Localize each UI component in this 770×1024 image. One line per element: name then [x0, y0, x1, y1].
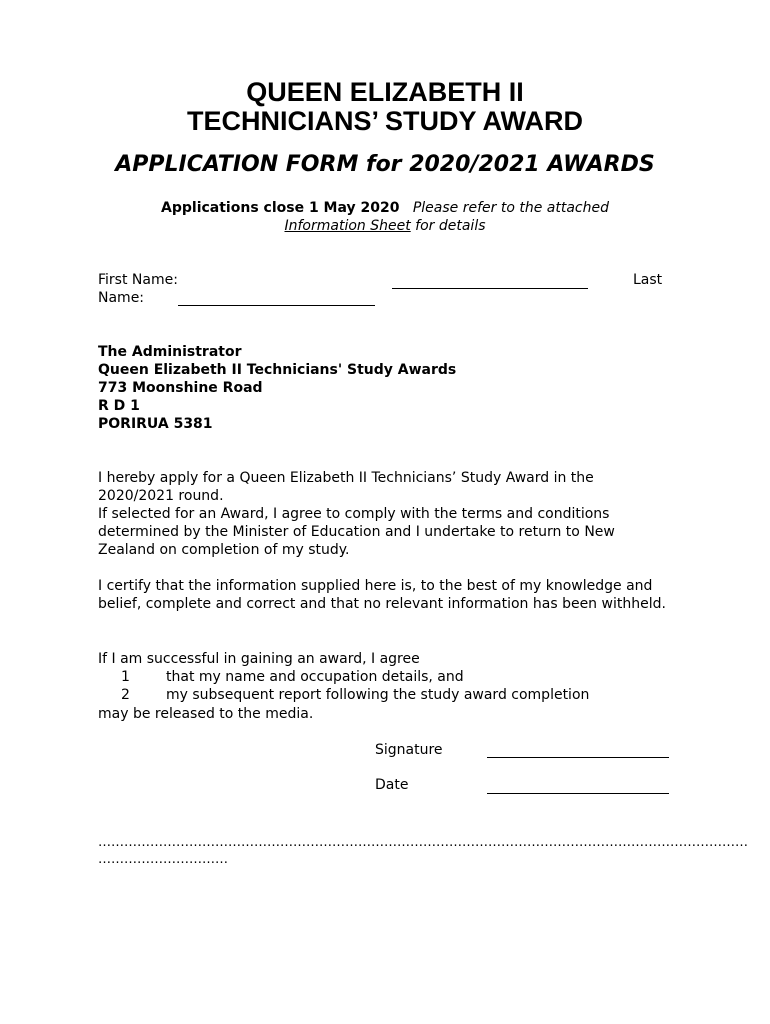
closing-date-line — [0, 199, 770, 217]
address-line: 773 Moonshine Road — [98, 380, 263, 396]
info-sheet-line — [0, 217, 770, 235]
certify-paragraph: I certify that the information supplied here is, to the best of my knowledge and belief, complete and correct and that no relevant information has been withheld. — [98, 578, 666, 612]
form-subtitle: APPLICATION FORM for 2020/2021 AWARDS — [115, 152, 655, 177]
list-item-1: that my name and occupation details, and — [166, 669, 464, 685]
list-item-2: my subsequent report following the study award completion — [166, 687, 590, 703]
dotted-line-2: ………………………… — [98, 852, 228, 867]
for-details-text: for details — [415, 218, 486, 234]
last-label: Last — [633, 272, 663, 288]
information-sheet-link[interactable]: Information Sheet — [284, 218, 411, 234]
address-block — [98, 343, 456, 433]
media-outro: may be released to the media. — [98, 706, 314, 722]
date-field[interactable] — [487, 793, 669, 794]
last-name-field[interactable] — [178, 305, 375, 306]
dotted-line-1: …………………………………………………………………………………………………………………………………… — [98, 835, 748, 850]
date-label: Date — [375, 777, 409, 793]
title-line-2: TECHNICIANS’ STUDY AWARD — [186, 106, 584, 136]
title-line-1: QUEEN ELIZABETH II — [246, 77, 524, 107]
list-number-1: 1 — [121, 669, 130, 685]
refer-text: Please refer to the attached — [412, 200, 609, 216]
address-line: R D 1 — [98, 398, 140, 414]
apply-paragraph: I hereby apply for a Queen Elizabeth II Technicians’ Study Award in the 2020/2021 round. — [98, 470, 594, 504]
list-number-2: 2 — [121, 687, 130, 703]
signature-field[interactable] — [487, 757, 669, 758]
address-line: The Administrator — [98, 344, 242, 360]
closing-date: Applications close 1 May 2020 — [161, 200, 400, 216]
first-name-field[interactable] — [392, 288, 588, 289]
signature-label: Signature — [375, 742, 443, 758]
address-line: PORIRUA 5381 — [98, 416, 213, 432]
comply-paragraph: If selected for an Award, I agree to comply with the terms and conditions determined by the Minister of Education and I undertake to return to New Zealand on completion of my study. — [98, 506, 615, 558]
media-intro: If I am successful in gaining an award, I agree — [98, 651, 420, 667]
first-name-label: First Name: — [98, 272, 178, 288]
address-line: Queen Elizabeth II Technicians' Study Awards — [98, 362, 457, 378]
name-label: Name: — [98, 290, 145, 306]
